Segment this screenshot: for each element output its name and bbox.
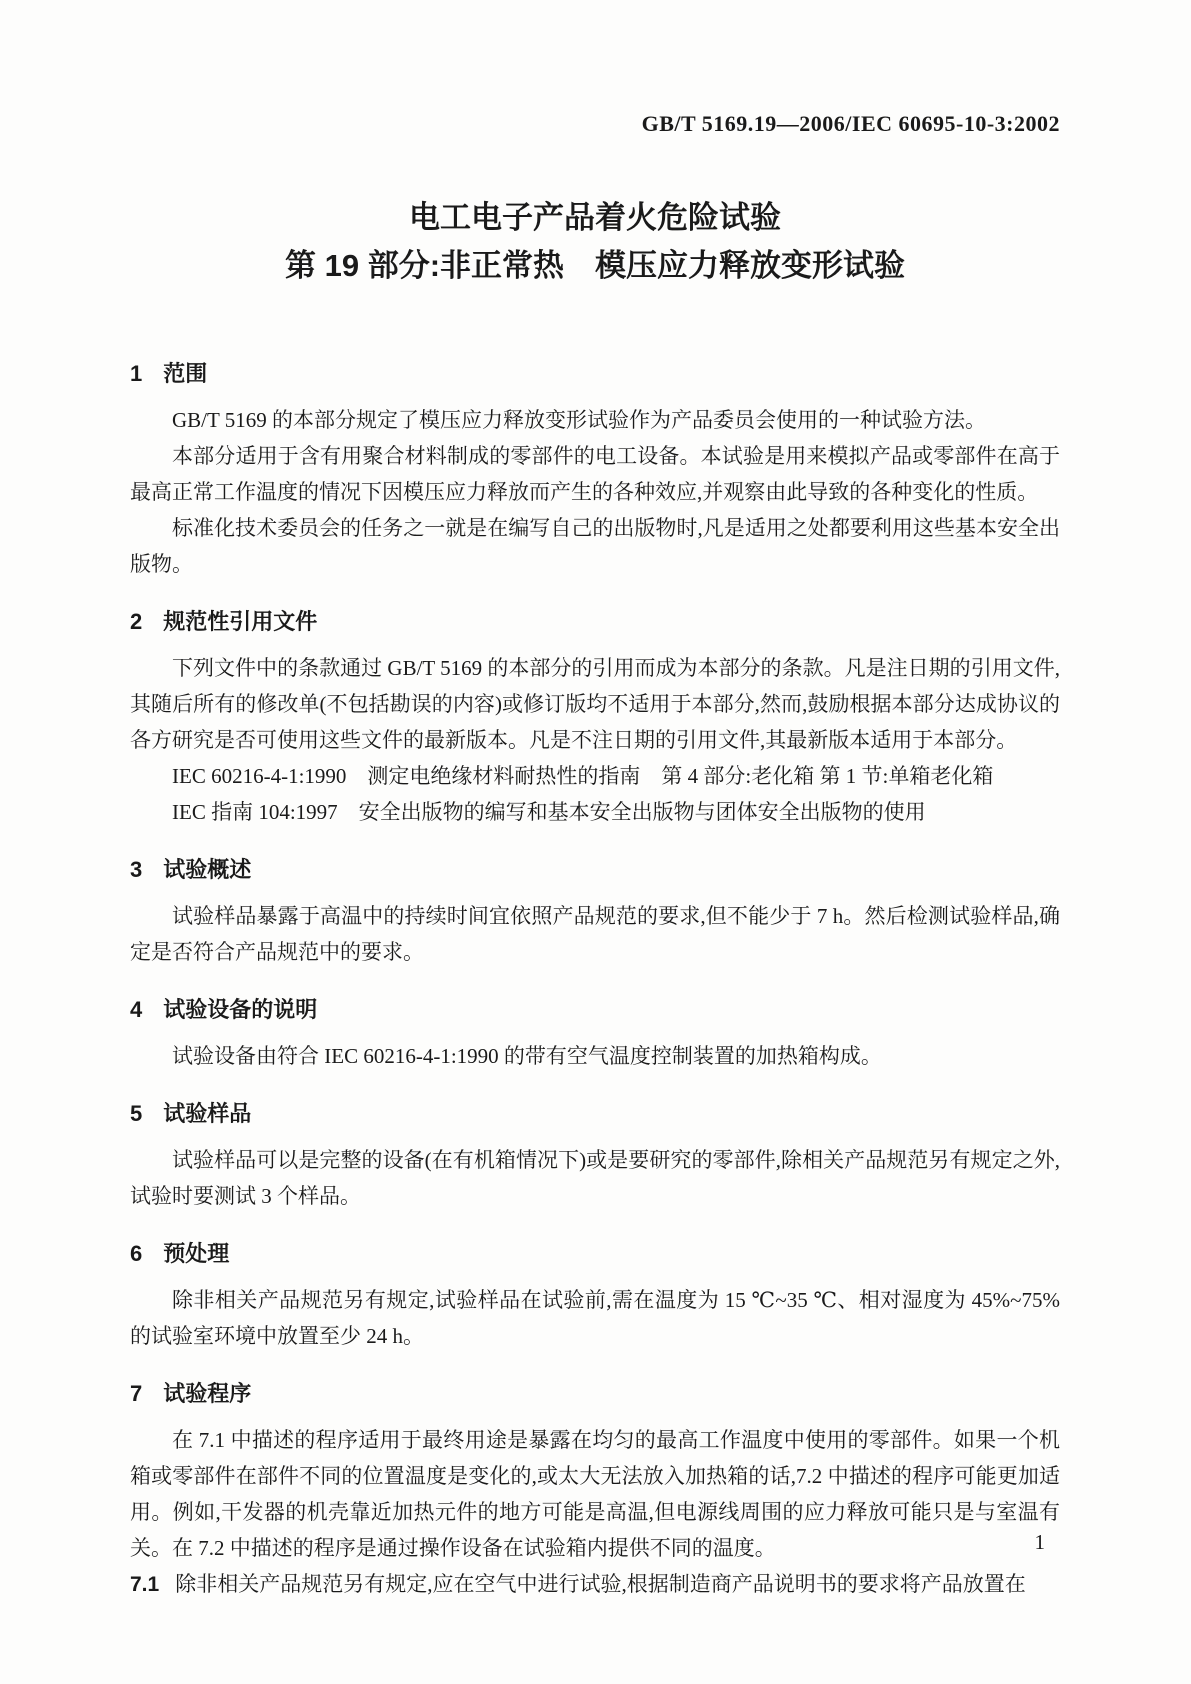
document-title-line1: 电工电子产品着火危险试验 [409,200,781,235]
section-number: 1 [130,361,143,386]
section-title: 范围 [163,361,208,386]
section-heading-4 [130,996,1060,1024]
section-title: 试验概述 [163,857,252,882]
section-heading-2 [130,608,1060,636]
paragraph: 下列文件中的条款通过 GB/T 5169 的本部分的引用而成为本部分的条款。凡是注日期的引用文件,其随后所有的修改单(不包括勘误的内容)或修订版均不适用于本部分,然而,鼓励根据本部分达成协议的各方研究是否可使用这些文件的最新版本。凡是不注日期的引用文件,其最新版本适用于本部分。 [130,656,1060,752]
section-heading-7 [130,1380,1060,1408]
paragraph: 本部分适用于含有用聚合材料制成的零部件的电工设备。本试验是用来模拟产品或零部件在高于最高正常工作温度的情况下因模压应力释放而产生的各种效应,并观察由此导致的各种变化的性质。 [130,444,1060,504]
paragraph: 试验设备由符合 IEC 60216-4-1:1990 的带有空气温度控制装置的加热箱构成。 [172,1044,882,1068]
section-number: 2 [130,609,143,634]
section-number: 7 [130,1381,143,1406]
clause-number: 7.1 [130,1573,160,1596]
document-title-line2: 第 19 部分:非正常热 模压应力释放变形试验 [284,248,906,283]
paragraph: 除非相关产品规范另有规定,试验样品在试验前,需在温度为 15 ℃~35 ℃、相对湿度为 45%~75%的试验室环境中放置至少 24 h。 [130,1288,1060,1348]
section-title: 规范性引用文件 [163,609,318,634]
paragraph: 标准化技术委员会的任务之一就是在编写自己的出版物时,凡是适用之处都要利用这些基本安全出版物。 [130,516,1060,576]
section-title: 试验设备的说明 [163,997,318,1022]
standard-code-header: GB/T 5169.19—2006/IEC 60695-10-3:2002 [641,111,1060,136]
section-title: 试验样品 [163,1101,252,1126]
section-number: 5 [130,1101,143,1126]
normative-reference: IEC 60216-4-1:1990 测定电绝缘材料耐热性的指南 第 4 部分:老化箱 第 1 节:单箱老化箱 [172,764,994,788]
section-number: 6 [130,1241,143,1266]
section-heading-3 [130,856,1060,884]
section-title: 预处理 [163,1241,230,1266]
section-number: 4 [130,997,143,1022]
section-title: 试验程序 [163,1381,252,1406]
section-heading-1 [130,360,1060,388]
section-heading-6 [130,1240,1060,1268]
paragraph: 试验样品暴露于高温中的持续时间宜依照产品规范的要求,但不能少于 7 h。然后检测试验样品,确定是否符合产品规范中的要求。 [130,904,1060,964]
clause-7-1 [130,1566,1060,1603]
normative-reference: IEC 指南 104:1997 安全出版物的编写和基本安全出版物与团体安全出版物的使用 [172,800,926,824]
clause-text: 除非相关产品规范另有规定,应在空气中进行试验,根据制造商产品说明书的要求将产品放置在 [175,1572,1026,1596]
paragraph: 试验样品可以是完整的设备(在有机箱情况下)或是要研究的零部件,除相关产品规范另有规定之外,试验时要测试 3 个样品。 [130,1148,1060,1208]
paragraph: 在 7.1 中描述的程序适用于最终用途是暴露在均匀的最高工作温度中使用的零部件。如果一个机箱或零部件在部件不同的位置温度是变化的,或太大无法放入加热箱的话,7.2 中描述的程序可能更加适用。例如,干发器的机壳靠近加热元件的地方可能是高温,但电源线周围的应力释放可能只是与室温有关。在 7.2 中描述的程序是通过操作设备在试验箱内提供不同的温度。 [130,1428,1060,1560]
page-number: 1 [1034,1530,1045,1554]
section-heading-5 [130,1100,1060,1128]
paragraph: GB/T 5169 的本部分规定了模压应力释放变形试验作为产品委员会使用的一种试验方法。 [172,408,986,432]
section-number: 3 [130,857,143,882]
